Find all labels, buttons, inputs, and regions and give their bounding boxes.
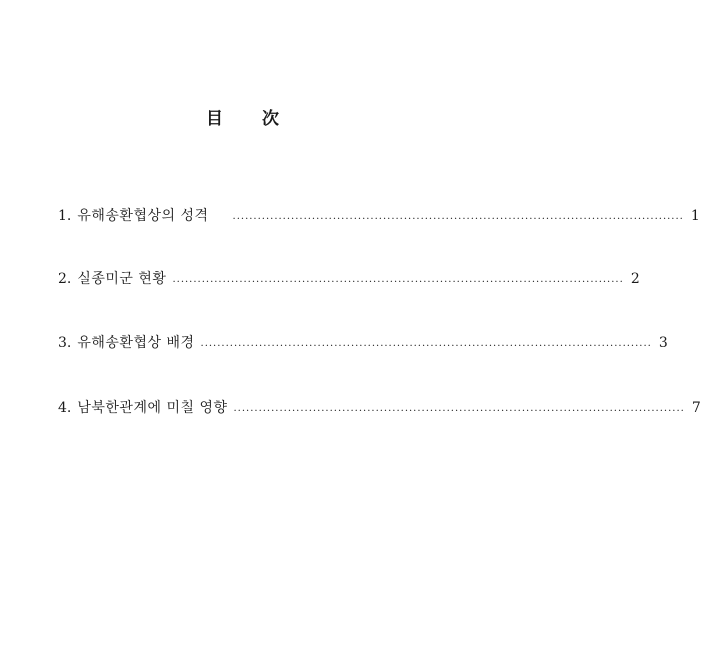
toc-entry-4[interactable] [58, 398, 701, 418]
toc-dot-leader: ............................................................................................................ [233, 403, 685, 414]
toc-dot-leader: ............................................................................................................ [172, 274, 624, 285]
toc-dot-leader: ............................................................................................................ [232, 211, 684, 222]
toc-entry-label: 유해송환협상 배경 [77, 335, 195, 351]
title-char-1: 目 [206, 109, 223, 129]
toc-dot-leader: ............................................................................................................ [200, 338, 652, 349]
toc-entry-label: 유해송환협상의 성격 [77, 208, 209, 224]
toc-entry-number: 1. [58, 208, 72, 224]
toc-entry-number: 3. [58, 335, 72, 351]
toc-entry-page: 2 [630, 271, 640, 287]
page-title [0, 108, 480, 132]
toc-entry-page: 3 [658, 335, 668, 351]
toc-entry-3[interactable] [58, 333, 668, 353]
toc-entry-2[interactable] [58, 269, 640, 289]
toc-entry-number: 2. [58, 271, 72, 287]
toc-entry-page: 1 [690, 208, 700, 224]
title-char-2: 次 [262, 109, 279, 129]
toc-entry-1[interactable] [58, 206, 700, 226]
toc-entry-number: 4. [58, 400, 72, 416]
toc-entry-page: 7 [691, 400, 701, 416]
toc-entry-label: 남북한관계에 미칠 영향 [77, 400, 228, 416]
toc-entry-label: 실종미군 현황 [77, 271, 167, 287]
